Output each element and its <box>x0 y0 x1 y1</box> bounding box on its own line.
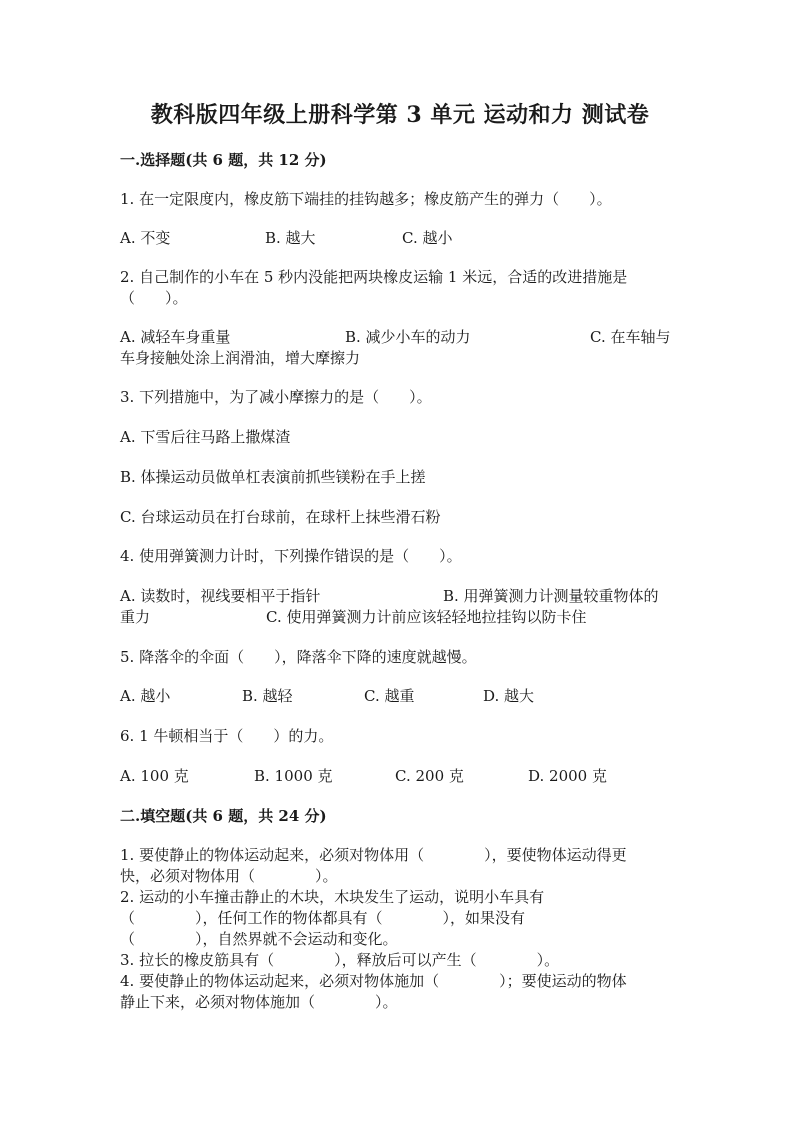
question-3-option-b: B. 体操运动员做单杠表演前抓些镁粉在手上搓 <box>120 468 426 486</box>
question-2-option-c: C. 在车轴与 <box>590 328 671 346</box>
question-4-option-a: A. 读数时，视线要相平于指针 <box>120 587 321 605</box>
question-3-stem: 3. 下列措施中，为了减小摩擦力的是（ ）。 <box>120 388 432 406</box>
question-6-option-a: A. 100 克 <box>120 767 189 785</box>
fill-question-4-line-1: 4. 要使静止的物体运动起来，必须对物体施加（ ）；要使运动的物体 <box>120 972 627 990</box>
question-2-stem-cont: （ ）。 <box>120 289 188 307</box>
question-4-option-b-cont: 重力 <box>120 608 151 626</box>
section-heading-fill: 二.填空题(共 6 题，共 24 分) <box>120 807 327 825</box>
question-3-option-a: A. 下雪后往马路上撒煤渣 <box>120 428 291 446</box>
question-4-option-c: C. 使用弹簧测力计前应该轻轻地拉挂钩以防卡住 <box>266 608 587 626</box>
page-title: 教科版四年级上册科学第 3 单元 运动和力 测试卷 <box>150 102 650 128</box>
question-2-option-a: A. 减轻车身重量 <box>120 328 231 346</box>
fill-question-2-line-3: （ ），自然界就不会运动和变化。 <box>120 930 398 948</box>
question-2-option-b: B. 减少小车的动力 <box>345 328 471 346</box>
question-4-stem: 4. 使用弹簧测力计时，下列操作错误的是（ ）。 <box>120 547 462 565</box>
question-1-option-a: A. 不变 <box>120 229 171 247</box>
question-5-option-c: C. 越重 <box>364 687 415 705</box>
fill-question-3-line-1: 3. 拉长的橡皮筋具有（ ），释放后可以产生（ ）。 <box>120 951 560 969</box>
question-5-option-b: B. 越轻 <box>242 687 293 705</box>
question-2-stem: 2. 自己制作的小车在 5 秒内没能把两块橡皮运输 1 米远，合适的改进措施是 <box>120 268 628 286</box>
fill-question-4-line-2: 静止下来，必须对物体施加（ ）。 <box>120 993 398 1011</box>
question-3-option-c: C. 台球运动员在打台球前，在球杆上抹些滑石粉 <box>120 508 441 526</box>
question-6-option-d: D. 2000 克 <box>528 767 607 785</box>
section-heading-choice: 一.选择题(共 6 题，共 12 分) <box>120 151 327 169</box>
fill-question-1-line-2: 快，必须对物体用（ ）。 <box>120 867 338 885</box>
question-5-stem: 5. 降落伞的伞面（ ），降落伞下降的速度就越慢。 <box>120 648 477 666</box>
question-1-option-c: C. 越小 <box>402 229 453 247</box>
question-6-option-b: B. 1000 克 <box>254 767 333 785</box>
fill-question-2-line-1: 2. 运动的小车撞击静止的木块，木块发生了运动，说明小车具有 <box>120 888 545 906</box>
question-1-option-b: B. 越大 <box>265 229 316 247</box>
question-4-option-b: B. 用弹簧测力计测量较重物体的 <box>443 587 659 605</box>
question-5-option-a: A. 越小 <box>120 687 171 705</box>
question-6-option-c: C. 200 克 <box>395 767 464 785</box>
question-5-option-d: D. 越大 <box>483 687 535 705</box>
question-6-stem: 6. 1 牛顿相当于（ ）的力。 <box>120 727 334 745</box>
question-1-stem: 1. 在一定限度内，橡皮筋下端挂的挂钩越多；橡皮筋产生的弹力（ ）。 <box>120 190 612 208</box>
fill-question-1-line-1: 1. 要使静止的物体运动起来，必须对物体用（ ），要使物体运动得更 <box>120 846 627 864</box>
fill-question-2-line-2: （ ），任何工作的物体都具有（ ），如果没有 <box>120 909 526 927</box>
question-2-option-c-cont: 车身接触处涂上润滑油，增大摩擦力 <box>120 349 361 367</box>
